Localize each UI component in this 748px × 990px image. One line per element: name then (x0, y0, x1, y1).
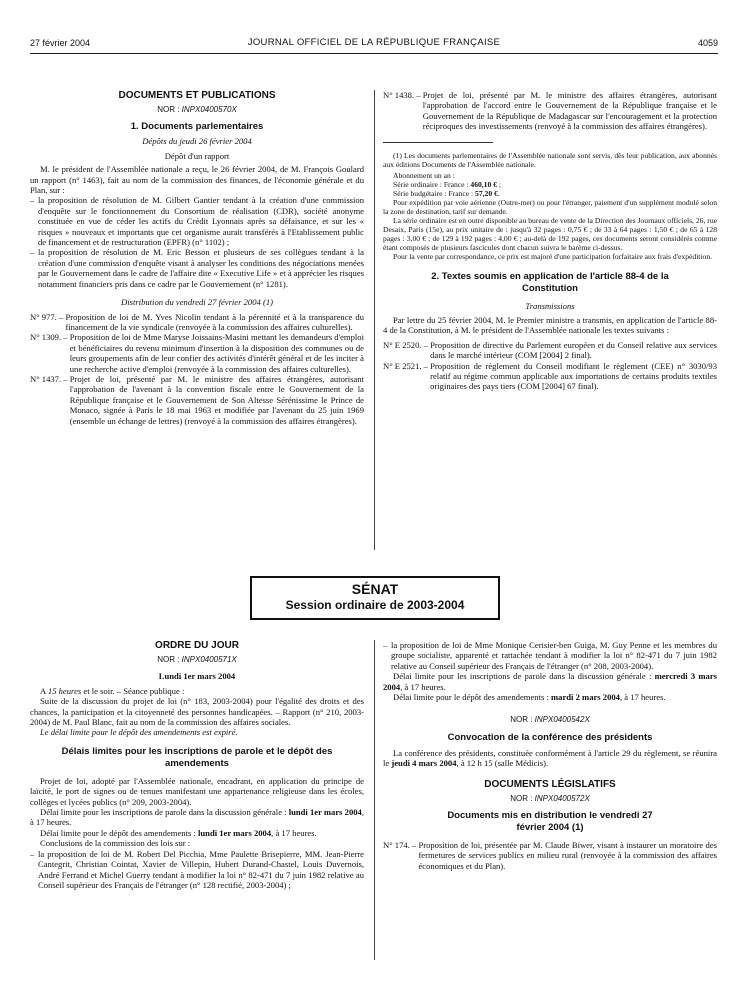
convocation-title: Convocation de la conférence des présidents (447, 731, 653, 743)
footnote: (1) Les documents parlementaires de l'Assemblée nationale sont servis, dès leur publication, aux abonnés aux éditions Documents de l'Assemblée nationale. Abonnement un an : Série ordinaire : France : 460,10 € ; Série budgétaire : France : 57,20 €. Pour expédition par voie aérienne (Outre-mer) ou pour l'étranger, paiement d'un supplément modulé selon la zone de destination, tarif sur demande. La série ordinaire est en outre disponible au bureau de vente de la Direction des Journaux officiels, 26, rue Desaix, Paris (15e), au prix unitaire de : jusqu'à 32 pages : 0,75 € ; de 33 à 64 pages : 1,50 € ; de 65 à 128 pages : 3,00 € ; de 129 à 192 pages : 4,00 € ; au-delà de 192 pages, ces documents seront considérés comme étant composés de plusieurs fascicules dont chacun suivra le barème ci-dessus. Pour la vente par correspondance, ce prix est majoré d'une participation forfaitaire aux frais d'expédition. (383, 150, 717, 261)
delai-inscriptions: Délai limite pour les inscriptions de parole dans la discussion générale : lundi 1er mars 2004, à 17 heures. (30, 807, 364, 828)
left-bottom-column (30, 640, 364, 890)
senat-title: SÉNAT (351, 581, 399, 597)
list-item: – la proposition de loi de Mme Monique Cerisier-ben Guiga, M. Guy Penne et les membres du groupe socialiste, apparenté et rattachée tendant à modifier la loi n° 82-471 du 7 juin 1982 relative au Conseil supérieur des Français de l'étranger (n° 208, 2003-2004). (383, 640, 717, 671)
list-item: – la proposition de loi de M. Robert Del Picchia, Mme Paulette Brisepierre, MM. Jean-Pierre Cantegrit, Christian Cointat, Xavier de Villepin, Hubert Durand-Chastel, Louis Duvernois, André Ferrand et Michel Guerry tendant à modifier la loi n° 82-471 du 7 juin 1982 relative au Conseil supérieur des Français de l'étranger (n° 128 rectifié, 2003-2004) ; (30, 848, 364, 890)
conclusions: Conclusions de la commission des lois sur : (40, 838, 191, 849)
list-item: N° E 2521. – Proposition de règlement du Conseil modifiant le règlement (CEE) n° 3030/93 relatif au régime commun applicable aux importations de certains produits textiles originaires des pays tiers (COM [2004] 67 final). (383, 360, 717, 392)
documents-publications-title: DOCUMENTS ET PUBLICATIONS (118, 90, 276, 101)
page-header (30, 38, 718, 52)
footnote-separator (383, 142, 493, 143)
delai-amendements: Délai limite pour le dépôt des amendements : mardi 2 mars 2004, à 17 heures. (393, 692, 666, 703)
right-bottom-column (383, 640, 717, 871)
column-divider (374, 640, 375, 960)
header-rule (30, 53, 718, 54)
list-item: N° 174. – Proposition de loi, présentée par M. Claude Biwer, visant à instaurer un moratoire des fermetures de services publics en milieu rural (renvoyée à la commission des affaires économiques et du Plan). (383, 840, 717, 871)
documents-legislatifs-title: DOCUMENTS LÉGISLATIFS (484, 778, 616, 790)
section-documents-parlementaires: 1. Documents parlementaires (130, 121, 264, 133)
ordre-du-jour-title: ORDRE DU JOUR (155, 640, 239, 651)
list-item: N° 1438. – Projet de loi, présenté par M. le ministre des affaires étrangères, autorisant l'approbation de l'accord entre le Gouvernement de la République française et le Gouvernement de la République de Madagascar sur l'encouragement et la protection réciproques des investissements (renvoyé à la commission des affaires étrangères). (383, 90, 717, 132)
nor-reference: NOR : INPX0400570X (157, 105, 237, 114)
convocation-paragraph: La conférence des présidents, constituée conformément à l'article 29 du règlement, se réunira le jeudi 4 mars 2004, à 12 h 15 (salle Médicis). (383, 747, 717, 769)
list-item: N° E 2520. – Proposition de directive du Parlement européen et du Conseil relative aux services dans le marché intérieur (COM [2004] 2 final). (383, 339, 717, 361)
section-article-88-4: 2. Textes soumis en application de l'article 88-4 de la Constitution (431, 270, 669, 294)
list-item: – la proposition de résolution de M. Eric Besson et plusieurs de ses collègues tendant à la création d'une commission d'enquête visant à analyser les conditions des négociations menées par le Gouvernement dans le cadre de l'affaire dite « Executive Life » et à apprécier les risques notamment financiers pris dans ce cadre par le Gouvernement (n° 1281). (30, 247, 364, 289)
nor-reference: NOR : INPX0400571X (157, 655, 237, 664)
seance-heure: A 15 heures et le soir. – Séance publique : (40, 685, 185, 696)
senat-banner (250, 576, 500, 620)
depot-rapport-heading: Dépôt d'un rapport (164, 150, 230, 161)
rapport-paragraph: M. le président de l'Assemblée nationale a reçu, le 26 février 2004, de M. François Goulard un rapport (n° 1463), fait au nom de la commission des finances, de l'économie générale et du Plan, sur : (30, 164, 364, 196)
delai-expire: Le délai limite pour le dépôt des amendements est expiré. (40, 727, 238, 738)
header-journal-title: JOURNAL OFFICIEL DE LA RÉPUBLIQUE FRANÇAISE (247, 37, 501, 48)
distribution-date: Distribution du vendredi 27 février 2004 (1) (121, 297, 273, 308)
delai-amendements: Délai limite pour le dépôt des amendements : lundi 1er mars 2004, à 17 heures. (40, 827, 317, 838)
delais-limites-title: Délais limites pour les inscriptions de parole et le dépôt des amendements (61, 745, 333, 769)
header-page-number: 4059 (697, 38, 718, 48)
left-top-column (30, 90, 364, 426)
nor-reference: NOR : INPX0400572X (510, 793, 590, 803)
transmissions-paragraph: Par lettre du 25 février 2004, M. le Premier ministre a transmis, en application de l'article 88-4 de la Constitution, à M. le président de l'Assemblée nationale les textes suivants : (383, 315, 717, 336)
list-item: N° 1309. – Proposition de loi de Mme Maryse Joissains-Masini mettant les demandeurs d'emploi et bénéficiaires du revenu minimum d'insertion à la disposition des communes ou de leurs groupements afin de leur confier des activités d'intérêt général et de les inciter à une recherche active d'emploi (renvoyée à la commission des affaires culturelles). (30, 332, 364, 374)
list-item: N° 977. – Proposition de loi de M. Yves Nicolin tendant à la pérennité et à la transparence du financement de la vie syndicale (renvoyée à la commission des affaires culturelles). (30, 311, 364, 332)
list-item: – la proposition de résolution de M. Gilbert Gantier tendant à la création d'une commission d'enquête sur le fonctionnement du Consortium de réalisation (CDR), société anonyme constituée en vue de céder les actifs du Crédit Lyonnais après sa défaisance, et sur les « risques » nouveaux et importants que cet organisme aurait transférés à l'Etablissement public de financement et de restructuration (EPFR) (n° 1102) ; (30, 195, 364, 248)
column-divider (374, 90, 375, 550)
seance-date: Lundi 1er mars 2004 (158, 671, 236, 682)
projet-laicite: Projet de loi, adopté par l'Assemblée nationale, encadrant, en application du principe de laïcité, le port de signes ou de tenues manifestant une appartenance religieuse dans les écoles, collèges et lycées publics (n° 209, 2003-2004). (30, 775, 364, 807)
nor-reference: NOR : INPX0400542X (510, 715, 590, 725)
documents-distribution-title: Documents mis en distribution le vendredi 27 février 2004 (1) (447, 810, 653, 834)
header-date: 27 février 2004 (30, 38, 91, 48)
right-top-column (383, 90, 717, 392)
senat-session: Session ordinaire de 2003-2004 (285, 598, 465, 612)
suite-discussion: Suite de la discussion du projet de loi (n° 183, 2003-2004) pour l'égalité des droits et des chances, la participation et la citoyenneté des personnes handicapées. – Rapport (n° 210, 2003-2004) de M. Paul Blanc, fait au nom de la commission des affaires sociales. (30, 696, 364, 728)
deposits-date: Dépôts du jeudi 26 février 2004 (142, 136, 252, 147)
list-item: N° 1437. – Projet de loi, présenté par M. le ministre des affaires étrangères, autorisant l'approbation de l'avenant à la convention fiscale entre le Gouvernement de la République française et le Gouvernement de Son Altesse Sérénissime le Prince de Monaco, signée à Paris le 18 mai 1963 et modifiée par l'avenant du 25 juin 1969 (ensemble un échange de lettres) (renvoyé à la commission des affaires étrangères). (30, 373, 364, 426)
transmissions-heading: Transmissions (525, 300, 575, 311)
delai-inscriptions: Délai limite pour les inscriptions de parole dans la discussion générale : mercredi 3 mars 2004, à 17 heures. (383, 671, 718, 692)
